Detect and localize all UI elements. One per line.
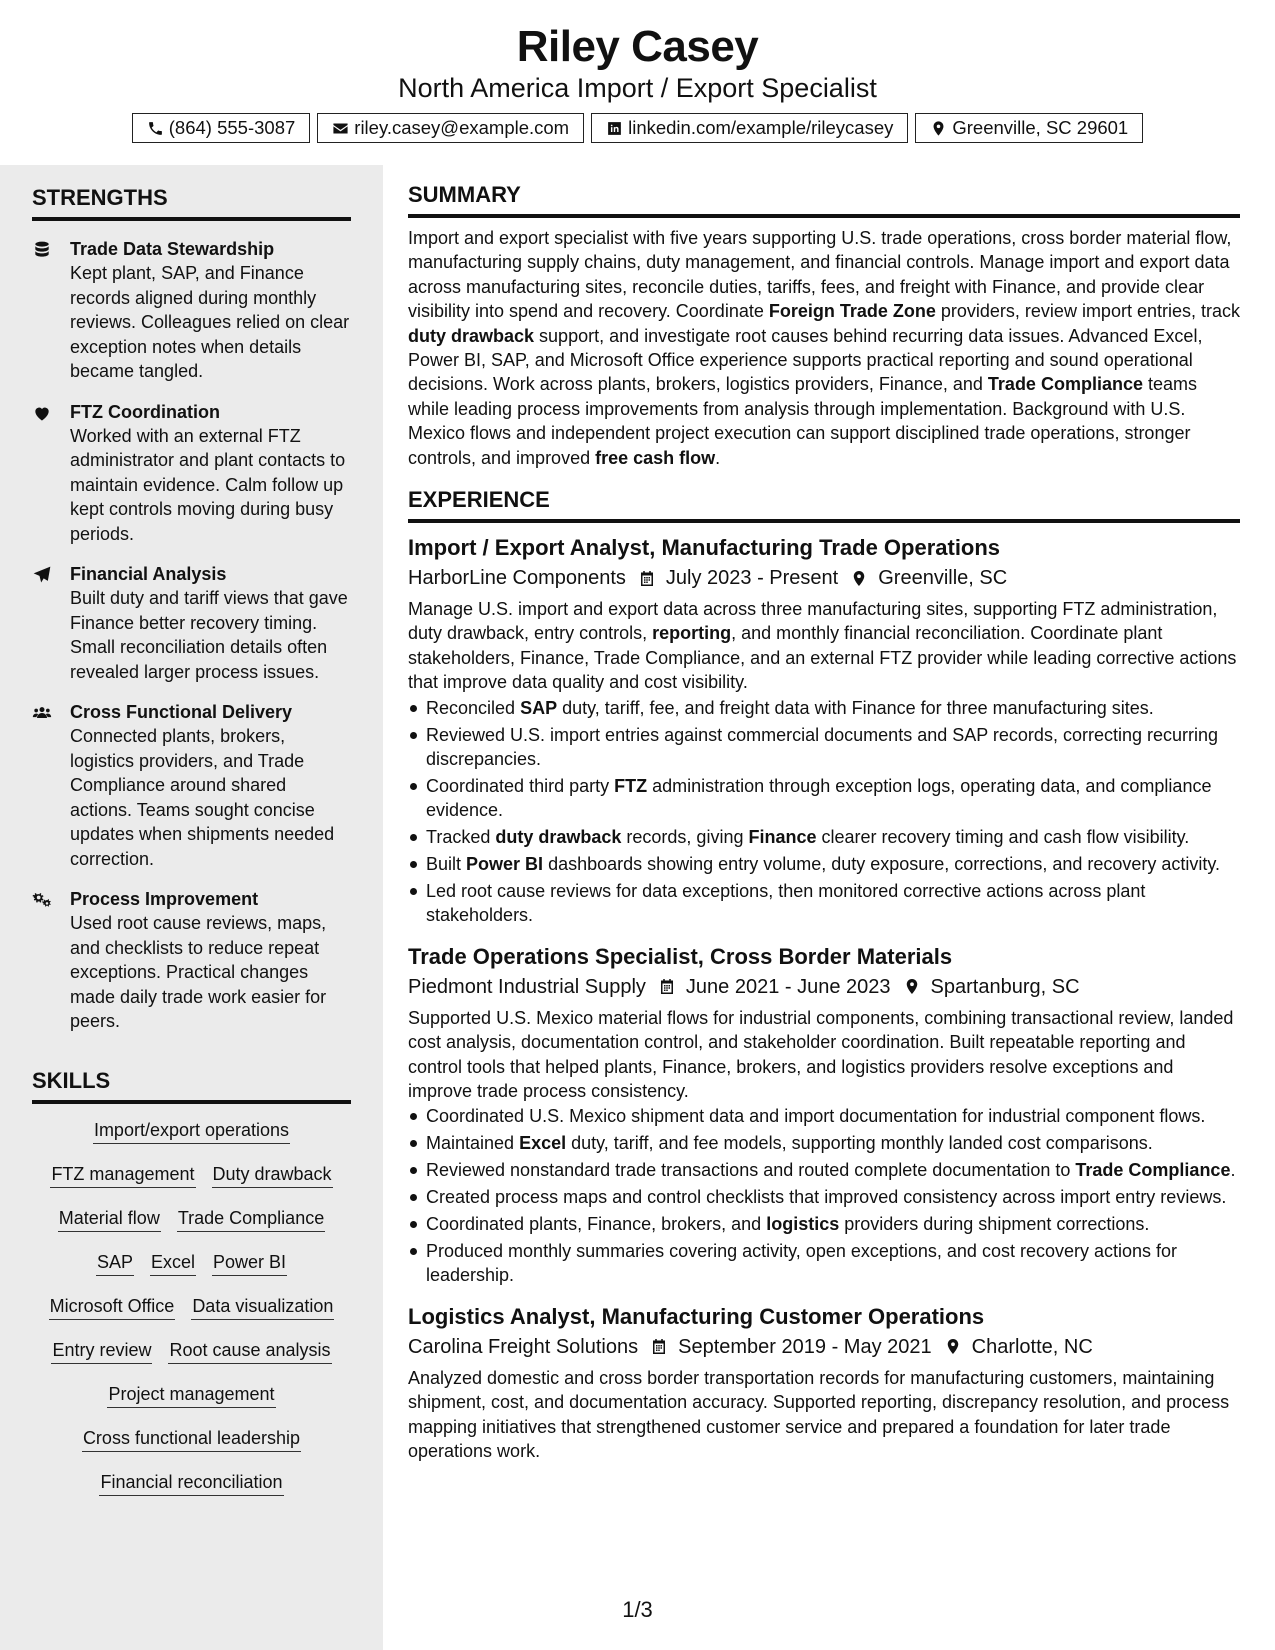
text-run: Reviewed nonstandard trade transactions and routed complete documentation to: [426, 1160, 1076, 1181]
calendar-icon: [638, 569, 656, 588]
strength-description: Used root cause reviews, maps, and checklists to reduce repeat exceptions. Practical changes made daily trade work easier for peers.: [70, 913, 327, 1031]
text-run: clearer recovery timing and cash flow visibility.: [816, 827, 1190, 848]
job-company: HarborLine Components: [408, 567, 626, 590]
map-marker-icon: [930, 120, 947, 137]
contact-location: [915, 113, 1143, 143]
strength-item: [32, 887, 351, 1034]
text-run: duty, tariff, and fee models, supporting monthly landed cost comparisons.: [566, 1133, 1153, 1154]
bold-text: Excel: [519, 1133, 567, 1154]
bullet-item: [408, 879, 1240, 928]
skill-tag: Cross functional leadership: [82, 1425, 301, 1452]
strength-description: Built duty and tariff views that gave Finance better recovery timing. Small reconciliation details often revealed larger process issues.: [70, 588, 348, 682]
strength-title: Financial Analysis: [70, 564, 227, 584]
summary-heading: SUMMARY: [408, 182, 1240, 218]
bold-text: reporting: [652, 623, 732, 644]
text-run: .: [1230, 1160, 1236, 1181]
text-run: duty, tariff, fee, and freight data with Finance for three manufacturing sites.: [557, 697, 1154, 718]
page-number: 1/3: [622, 1597, 653, 1622]
strength-description: Worked with an external FTZ administrator and plant contacts to maintain evidence. Calm follow up kept controls moving during busy periods.: [70, 425, 346, 544]
skill-tag: Duty drawback: [212, 1161, 333, 1188]
text-run: dashboards showing entry volume, duty exposure, corrections, and recovery activity.: [543, 854, 1221, 875]
job-title: Trade Operations Specialist, Cross Border Materials: [408, 943, 953, 969]
strength-item: [32, 700, 351, 871]
heart-icon: [32, 403, 52, 423]
linkedin-text: linkedin.com/example/rileycasey: [628, 117, 894, 138]
text-run: Reconciled: [426, 697, 521, 718]
job-dates: September 2019 - May 2021: [678, 1335, 932, 1358]
skills-section: [32, 1068, 351, 1496]
skill-tag: Excel: [150, 1249, 196, 1276]
skill-tag: Microsoft Office: [49, 1293, 176, 1320]
text-run: providers, review import entries, track: [935, 301, 1240, 322]
text-run: Manage U.S. import and export data across three manufacturing sites, supporting FTZ administration, duty drawback, entry controls,: [408, 599, 1218, 644]
resume-header: [0, 0, 1275, 165]
job-title: Logistics Analyst, Manufacturing Customer Operations: [408, 1303, 985, 1329]
text-run: providers during shipment corrections.: [839, 1214, 1150, 1235]
paper-plane-icon: [32, 565, 52, 585]
text-run: Tracked: [426, 827, 496, 848]
experience-heading: EXPERIENCE: [408, 487, 1240, 523]
contact-phone[interactable]: [132, 113, 311, 143]
skill-tag: Root cause analysis: [168, 1337, 331, 1364]
text-run: administration through exception logs, operating data, and compliance evidence.: [426, 775, 1212, 821]
text-run: , and monthly financial reconciliation. Coordinate plant stakeholders, Finance, Trade Compliance, and an external FTZ provider while leading corrective actions that improve data quality and cost visibility.: [408, 623, 1237, 693]
job-description: [408, 1006, 1240, 1104]
strength-title: Trade Data Stewardship: [70, 239, 275, 259]
text-run: Built: [426, 854, 467, 875]
map-marker-icon: [850, 569, 868, 588]
bullet-item: [408, 852, 1240, 876]
job-entry: [408, 533, 1240, 928]
bullet-item: [408, 1131, 1240, 1155]
text-run: records, giving: [621, 827, 749, 848]
job-bullets: [408, 696, 1240, 928]
email-text: riley.casey@example.com: [354, 117, 570, 138]
skill-tag: Project management: [107, 1381, 275, 1408]
job-meta: [408, 563, 1240, 593]
bold-text: Finance: [748, 827, 817, 848]
text-run: .: [715, 447, 721, 468]
text-run: Maintained: [426, 1133, 520, 1154]
phone-text: (864) 555-3087: [168, 117, 296, 138]
contact-email[interactable]: [317, 113, 584, 143]
skills-heading: SKILLS: [32, 1068, 351, 1104]
skill-tag: Material flow: [58, 1205, 161, 1232]
strength-description: Connected plants, brokers, logistics providers, and Trade Compliance around shared actions. Teams sought concise updates when shipments needed correction.: [70, 726, 335, 869]
bullet-item: [408, 1212, 1240, 1236]
bold-text: duty drawback: [408, 325, 535, 346]
bullet-item: [408, 825, 1240, 849]
job-company: Carolina Freight Solutions: [408, 1335, 639, 1358]
job-meta: [408, 972, 1240, 1002]
strength-title: FTZ Coordination: [70, 401, 220, 422]
strength-item: [32, 562, 351, 684]
skill-tag: Entry review: [51, 1337, 152, 1364]
gears-icon: [32, 890, 52, 910]
job-entry: [408, 942, 1240, 1288]
summary-text: [408, 226, 1240, 470]
job-title: Import / Export Analyst, Manufacturing Trade Operations: [408, 535, 1001, 561]
skill-tag: Data visualization: [191, 1293, 334, 1320]
contact-linkedin[interactable]: [591, 113, 908, 143]
phone-icon: [147, 120, 164, 137]
bold-text: logistics: [766, 1214, 840, 1235]
job-location: Charlotte, NC: [971, 1335, 1093, 1358]
bullet-item: [408, 1239, 1240, 1288]
bold-text: SAP: [520, 697, 558, 718]
candidate-title: North America Import / Export Specialist: [398, 73, 877, 103]
text-run: Produced monthly summaries covering activity, open exceptions, and cost recovery actions for leadership.: [426, 1241, 1178, 1286]
strength-item: [32, 237, 351, 384]
job-company: Piedmont Industrial Supply: [408, 975, 646, 998]
strength-title: Cross Functional Delivery: [70, 702, 293, 722]
bullet-item: [408, 774, 1240, 823]
text-run: Reviewed U.S. import entries against commercial documents and SAP records, correcting recurring discrepancies.: [426, 724, 1218, 769]
skill-tag: Power BI: [212, 1249, 287, 1276]
text-run: Analyzed domestic and cross border transportation records for manufacturing customers, maintaining shipment, cost, and documentation accuracy. Supported reporting, discrepancy resolution, and process mapping initiatives that strengthened customer service and prepared a foundation for later trade operations work.: [408, 1367, 1230, 1462]
bullet-item: [408, 1185, 1240, 1209]
bullet-item: [408, 1158, 1240, 1182]
bullet-item: [408, 696, 1240, 720]
strength-item: [32, 400, 351, 547]
text-run: Coordinated U.S. Mexico shipment data and import documentation for industrial component flows.: [426, 1106, 1206, 1127]
text-run: Import and export specialist with five years supporting U.S. trade operations, cross border material flow, manufacturing supply chains, duty management, and financial controls. Manage import and export data across manufacturing sites, reconcile duties, tariffs, fees, and freight with Finance, and provide clear visibility into spend and recovery. Coordinate: [408, 228, 1232, 322]
skills-list: [32, 1117, 351, 1496]
job-description: [408, 597, 1240, 695]
bold-text: free cash flow: [595, 447, 716, 468]
job-bullets: [408, 1104, 1240, 1287]
text-run: Created process maps and control checklists that improved consistency across import entry reviews.: [426, 1187, 1227, 1208]
text-run: Led root cause reviews for data exceptions, then monitored corrective actions across plant stakeholders.: [426, 881, 1146, 926]
bold-text: Trade Compliance: [1075, 1160, 1231, 1181]
database-icon: [32, 240, 52, 260]
strength-description: Kept plant, SAP, and Finance records aligned during monthly reviews. Colleagues relied on clear exception notes when details became tangled.: [70, 263, 350, 381]
skill-tag: Trade Compliance: [177, 1205, 325, 1232]
text-run: Coordinated third party: [426, 775, 615, 796]
bold-text: duty drawback: [495, 827, 622, 848]
sidebar: [0, 165, 383, 1650]
envelope-icon: [332, 120, 349, 137]
linkedin-icon: [606, 120, 623, 137]
job-meta: [408, 1332, 1240, 1362]
contact-bar: [0, 113, 1275, 143]
job-dates: June 2021 - June 2023: [685, 975, 891, 998]
candidate-name: Riley Casey: [516, 22, 759, 71]
bullet-item: [408, 1104, 1240, 1128]
bold-text: FTZ: [614, 775, 648, 796]
job-entry: [408, 1302, 1240, 1464]
job-description: [408, 1366, 1240, 1464]
location-text: Greenville, SC 29601: [952, 117, 1129, 138]
calendar-icon: [658, 977, 676, 996]
bold-text: Foreign Trade Zone: [768, 301, 936, 322]
users-icon: [32, 703, 52, 723]
skill-tag: Import/export operations: [93, 1117, 290, 1144]
skill-tag: Financial reconciliation: [99, 1469, 283, 1496]
skill-tag: FTZ management: [50, 1161, 195, 1188]
bullet-item: [408, 723, 1240, 772]
calendar-icon: [650, 1337, 668, 1356]
text-run: support, and investigate root causes behind recurring data issues. Advanced Excel, Power BI, SAP, and Microsoft Office experience supports practical reporting and sound operational decisions. Work across plants, brokers, logistics providers, Finance, and: [408, 325, 1203, 395]
map-marker-icon: [903, 977, 921, 996]
text-run: teams while leading process improvements from analysis through implementation. Background with U.S. Mexico flows and independent project execution can support disciplined trade operations, stronger controls, and improved: [408, 374, 1198, 468]
job-location: Greenville, SC: [878, 567, 1008, 590]
strengths-heading: STRENGTHS: [32, 185, 351, 221]
skill-tag: SAP: [96, 1249, 134, 1276]
bold-text: Power BI: [466, 854, 544, 875]
job-location: Spartanburg, SC: [930, 975, 1080, 998]
text-run: Coordinated plants, Finance, brokers, and: [426, 1214, 767, 1235]
strength-title: Process Improvement: [70, 889, 259, 909]
map-marker-icon: [944, 1337, 962, 1356]
job-dates: July 2023 - Present: [665, 567, 839, 590]
main-content: [408, 182, 1240, 1463]
bold-text: Trade Compliance: [987, 374, 1143, 395]
text-run: Supported U.S. Mexico material flows for industrial components, combining transactional review, landed cost analysis, documentation control, and stakeholder coordination. Built repeatable reporting and control tools that helped plants, Finance, brokers, and logistics providers resolve exceptions and improve trade process consistency.: [408, 1007, 1234, 1102]
